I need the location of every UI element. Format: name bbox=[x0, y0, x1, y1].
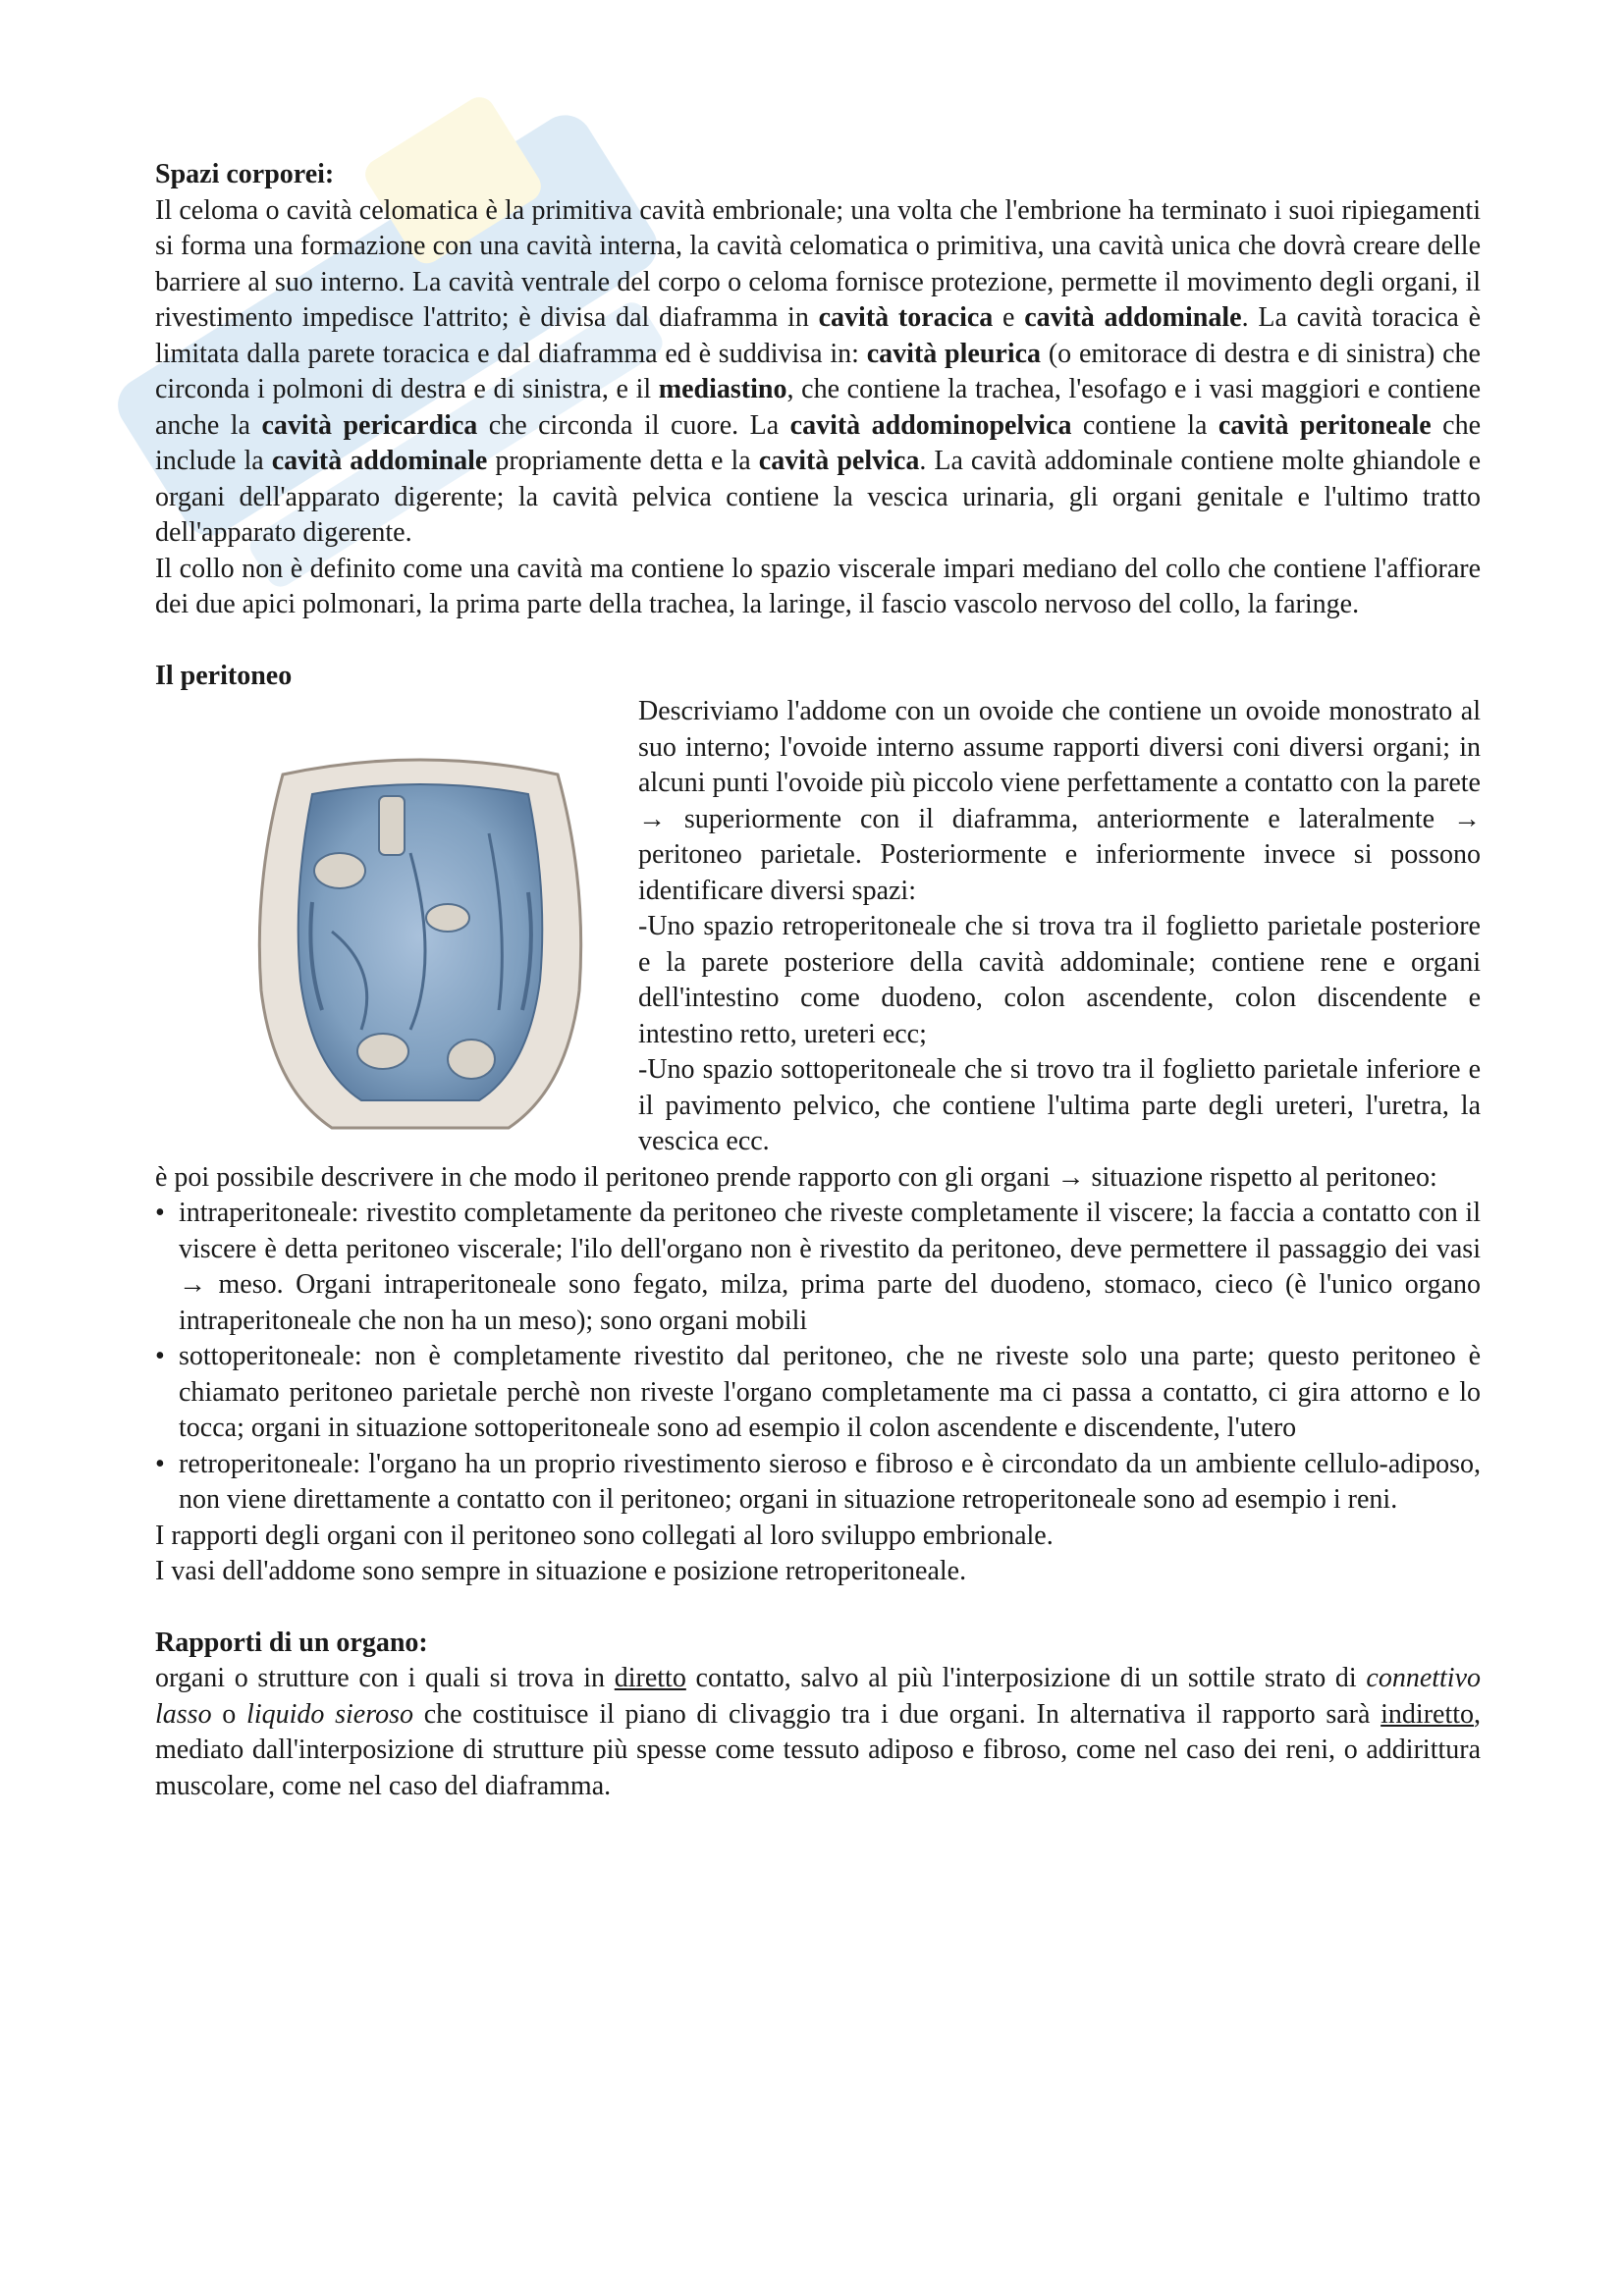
section-heading-spazi-corporei: Spazi corporei: bbox=[155, 159, 335, 189]
list-item: • sottoperitoneale: non è completamente rivestito dal peritoneo, che ne riveste solo una parte; questo peritoneo è chiamato peritoneo parietale perchè non riveste l'organo completamente ma ci passa a contatto, ci gira attorno e lo tocca; organi in situazione sottoperitoneale sono ad esempio il colon ascendente e discendente, l'utero bbox=[155, 1339, 1481, 1447]
text-run: propriamente detta e la bbox=[487, 446, 759, 476]
text-run: , mediato dall'interposizione di strutture più spesse come tessuto adiposo e fibroso, come nel caso dei reni, o addirittura muscolare, come nel caso del diaframma. bbox=[155, 1698, 1482, 1801]
section-heading-peritoneo: Il peritoneo bbox=[155, 660, 293, 691]
italic-term: liquido sieroso bbox=[246, 1698, 413, 1730]
bold-term: cavità pericardica bbox=[261, 409, 478, 441]
spacer bbox=[155, 1590, 1481, 1626]
bold-term: cavità addominale bbox=[271, 446, 488, 476]
organ-section bbox=[314, 853, 365, 888]
organ-section bbox=[426, 904, 469, 932]
text-run: Il celoma o cavità celomatica è la primitiva cavità embrionale; una volta che l'embrione ha terminato i suoi ripiegamenti si forma una formazione con una cavità interna, la cavità celomatica o primitiva, una cavità unica che dovrà creare delle barriere al suo interno. La cavità ventrale del corpo o celoma fornisce protezione, permette il movimento degli organi, il rivestimento impedisce l'attrito; è divisa dal diaframma in bbox=[155, 194, 1481, 333]
peritoneal-situations-list bbox=[155, 1196, 1481, 1519]
organ-section bbox=[448, 1040, 495, 1079]
bold-term: cavità peritoneale bbox=[1218, 409, 1432, 441]
text-run: contatto, salvo al più l'interposizione di un sottile strato di bbox=[685, 1663, 1367, 1693]
italic-term: connettivo lasso bbox=[155, 1663, 1482, 1730]
text-run: . La cavità addominale contiene molte ghiandole e organi dell'apparato digerente; la cavità pelvica contiene la vescica urinaria, gli organi genitale e l'ultimo tratto dell'apparato digerente. bbox=[155, 446, 1481, 548]
bold-term: cavità addominopelvica bbox=[789, 409, 1072, 441]
closing-sentence: I vasi dell'addome sono sempre in situazione e posizione retroperitoneale. bbox=[155, 1556, 967, 1586]
vessel-section bbox=[379, 796, 405, 855]
list-item: • intraperitoneale: rivestito completamente da peritoneo che riveste completamente il viscere; la faccia a contatto con il viscere è detta peritoneo viscerale; l'ilo dell'organo non è rivestito da peritoneo, deve permettere il passaggio dei vasi → meso. Organi intraperitoneale sono fegato, milza, prima parte del duodeno, stomaco, cieco (è l'unico organo intraperitoneale che non ha un meso); sono organi mobili bbox=[155, 1196, 1481, 1339]
text-run: che costituisce il piano di clivaggio tra i due organi. In alternativa il rapporto sarà bbox=[412, 1698, 1381, 1730]
illustration-drawing bbox=[214, 735, 619, 1148]
peritoneo-relations-intro: è poi possibile descrivere in che modo il peritoneo prende rapporto con gli organi → situazione rispetto al peritoneo: bbox=[155, 1161, 1437, 1193]
underlined-term: indiretto bbox=[1380, 1698, 1475, 1730]
organ-section bbox=[357, 1034, 408, 1069]
text-run: , che contiene la trachea, l'esofago e i vasi maggiori e contiene anche la bbox=[155, 374, 1482, 441]
text-run: e bbox=[993, 302, 1025, 333]
abdominal-cavity-illustration bbox=[214, 735, 619, 1148]
text-run: che circonda il cuore. La bbox=[477, 409, 790, 441]
bold-term: cavità toracica bbox=[818, 302, 994, 333]
subperitoneal-space: -Uno spazio sottoperitoneale che si trovo tra il foglietto parietale inferiore e il pavimento pelvico, che contiene l'ultima parte degli ureteri, l'uretra, la vescica ecc. bbox=[638, 1054, 1481, 1156]
bold-term: cavità addominale bbox=[1024, 302, 1242, 333]
underlined-term: diretto bbox=[614, 1663, 686, 1693]
bold-term: cavità pleurica bbox=[866, 338, 1042, 369]
retroperitoneal-space: -Uno spazio retroperitoneale che si trova tra il foglietto parietale posteriore e la parete posteriore della cavità addominale; contiene rene e organi dell'intestino come duodeno, colon ascendente, colon discendente e intestino retto, ureteri ecc; bbox=[638, 911, 1481, 1049]
bold-term: mediastino bbox=[658, 374, 787, 404]
closing-sentence: I rapporti degli organi con il peritoneo sono collegati al loro sviluppo embrionale. bbox=[155, 1520, 1054, 1551]
peritoneo-intro: Descriviamo l'addome con un ovoide che contiene un ovoide monostrato al suo interno; l'ovoide interno assume rapporti diversi coni diversi organi; in alcuni punti l'ovoide più piccolo viene perfettamente a contatto con la parete → superiormente con il diaframma, anteriormente e lateralmente → peritoneo parietale. Posteriormente e inferiormente invece si possono identificare diversi spazi: bbox=[638, 696, 1481, 906]
section-heading-rapporti: Rapporti di un organo: bbox=[155, 1627, 428, 1658]
text-run: organi o strutture con i quali si trova in bbox=[155, 1663, 615, 1693]
paragraph-spazi-corporei bbox=[155, 193, 1481, 552]
text-run: contiene la bbox=[1071, 409, 1218, 441]
text-run: o bbox=[211, 1698, 247, 1730]
document-body bbox=[155, 157, 1481, 1804]
spacer bbox=[155, 623, 1481, 659]
paragraph-collo: Il collo non è definito come una cavità ma contiene lo spazio viscerale impari mediano del collo che contiene l'affiorare dei due apici polmonari, la prima parte della trachea, la laringe, il fascio vascolo nervoso del collo, la faringe. bbox=[155, 553, 1481, 619]
text-run: (o emitorace di destra e di sinistra) che circonda i polmoni di destra e di sinistra, e il bbox=[155, 338, 1481, 404]
text-run: che include la bbox=[155, 409, 1481, 476]
text-run: . La cavità toracica è limitata dalla parete toracica e dal diaframma ed è suddivisa in: bbox=[155, 302, 1482, 369]
list-item: • retroperitoneale: l'organo ha un proprio rivestimento sieroso e fibroso e è circondato da un ambiente cellulo-adiposo, non viene direttamente a contatto con il peritoneo; organi in situazione retroperitoneale sono ad esempio i reni. bbox=[155, 1447, 1481, 1519]
peritoneal-cavity bbox=[298, 784, 543, 1100]
paragraph-rapporti bbox=[155, 1661, 1481, 1804]
bold-term: cavità pelvica bbox=[758, 446, 920, 476]
